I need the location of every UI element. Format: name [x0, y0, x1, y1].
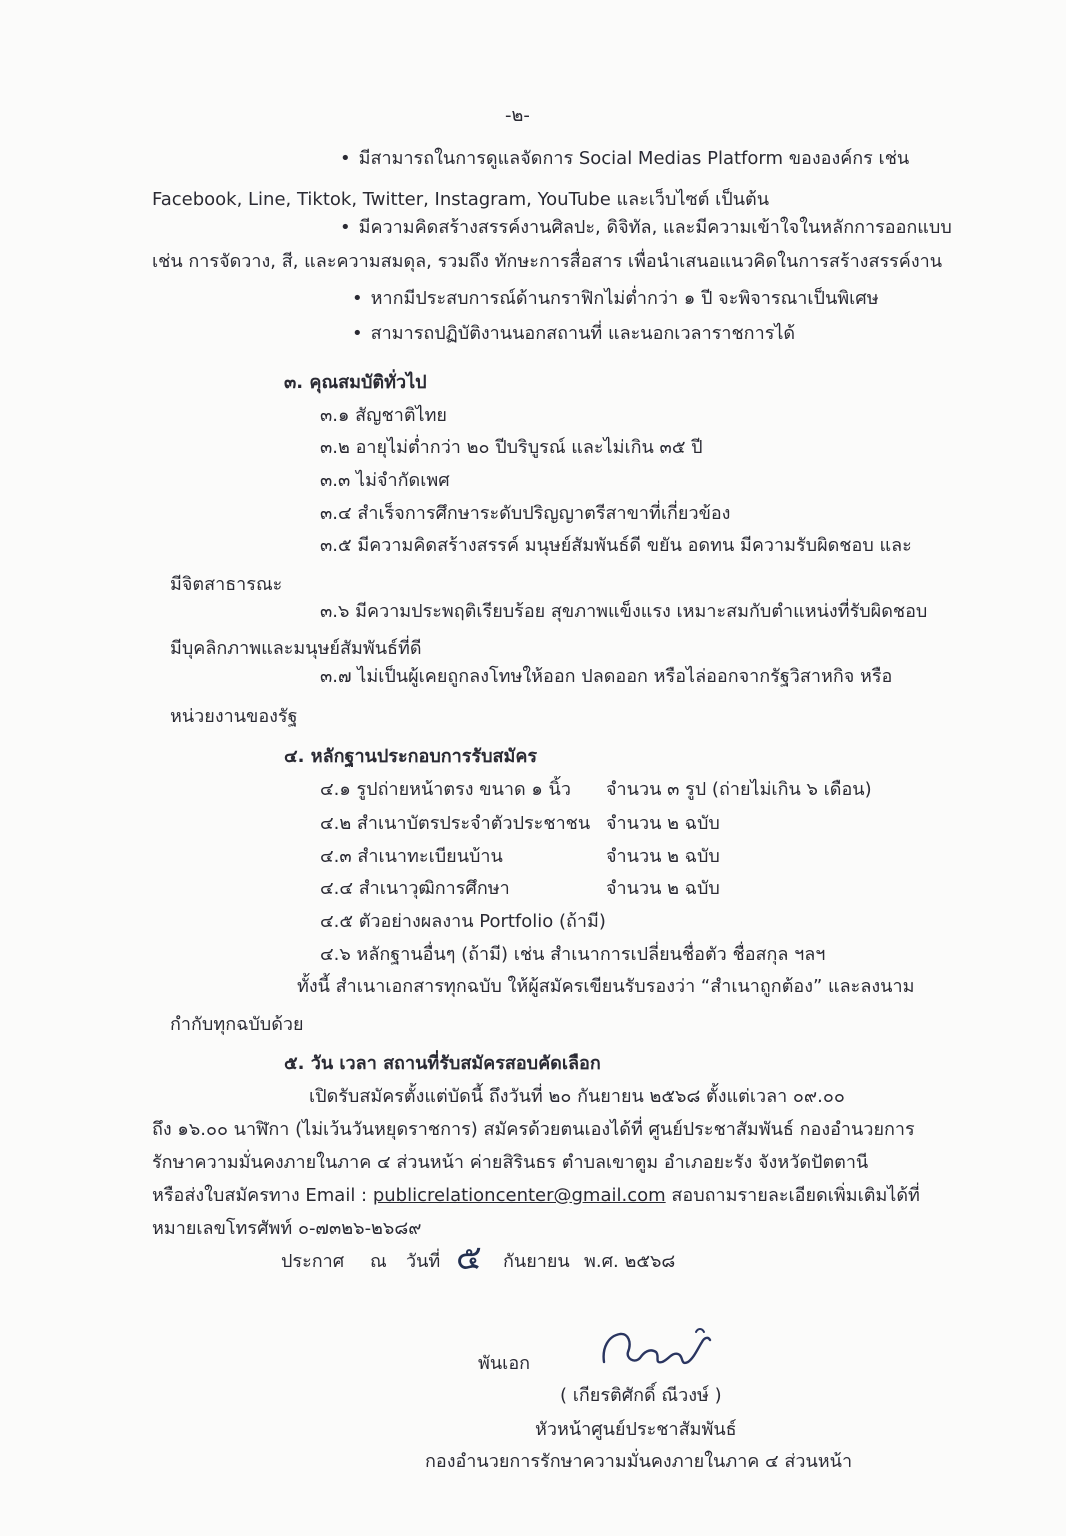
s5-line-4: [152, 1184, 920, 1208]
doc-4-3-qty: จำนวน ๒ ฉบับ: [606, 846, 720, 867]
bullet-1-text: • มีสามารถในการดูแลจัดการ Social Medias Platform ขององค์กร เช่น: [340, 147, 909, 171]
item-3-1: ๓.๑ สัญชาติไทย: [320, 405, 447, 426]
s5-line-3: รักษาความมั่นคงภายในภาค ๔ ส่วนหน้า ค่ายสิรินธร ตำบลเขาตูม อำเภอยะรัง จังหวัดปัตตานี: [152, 1152, 869, 1173]
announce-year: พ.ศ. ๒๕๖๘: [584, 1251, 676, 1272]
signer-org: กองอำนวยการรักษาความมั่นคงภายในภาค ๔ ส่วนหน้า: [425, 1451, 853, 1472]
doc-4-4-name: ๔.๔ สำเนาวุฒิการศึกษา: [320, 878, 510, 899]
bullet-3: [352, 287, 879, 311]
signer-name: ( เกียรติศักดิ์ ณีวงษ์ ): [560, 1385, 722, 1406]
item-4-6: ๔.๖ หลักฐานอื่นๆ (ถ้ามี) เช่น สำเนาการเปลี่ยนชื่อตัว ชื่อสกุล ฯลฯ: [320, 944, 826, 965]
doc-4-4-qty: จำนวน ๒ ฉบับ: [606, 878, 720, 899]
announce-day-handwritten: ๕: [456, 1238, 482, 1278]
doc-4-1-name: ๔.๑ รูปถ่ายหน้าตรง ขนาด ๑ นิ้ว: [320, 779, 571, 800]
doc-4-1-qty: จำนวน ๓ รูป (ถ่ายไม่เกิน ๖ เดือน): [606, 779, 872, 800]
item-4-5: ๔.๕ ตัวอย่างผลงาน Portfolio (ถ้ามี): [320, 911, 606, 932]
item-3-7-cont: หน่วยงานของรัฐ: [170, 706, 298, 727]
section-5-heading: ๕. วัน เวลา สถานที่รับสมัครสอบคัดเลือก: [284, 1053, 601, 1074]
s5-line-5: หมายเลขโทรศัพท์ ๐-๗๓๒๖-๒๖๘๙: [152, 1218, 422, 1239]
note-line-2: กำกับทุกฉบับด้วย: [170, 1014, 304, 1035]
doc-4-2-name: ๔.๒ สำเนาบัตรประจำตัวประชาชน: [320, 813, 591, 834]
bullet-2-line-2: เช่น การจัดวาง, สี, และความสมดุล, รวมถึง ทักษะการสื่อสาร เพื่อนำเสนอแนวคิดในการสร้างสรรค์งาน: [152, 251, 943, 272]
s5-line-2: ถึง ๑๖.๐๐ นาฬิกา (ไม่เว้นวันหยุดราชการ) สมัครด้วยตนเองได้ที่ ศูนย์ประชาสัมพันธ์ กองอำนวยการ: [152, 1119, 915, 1140]
bullet-4: [352, 322, 795, 346]
email-link[interactable]: publicrelationcenter@gmail.com: [372, 1185, 666, 1206]
bullet-4-text: • สามารถปฏิบัติงานนอกสถานที่ และนอกเวลาราชการได้: [352, 323, 795, 344]
doc-4-2-qty: จำนวน ๒ ฉบับ: [606, 813, 720, 834]
signer-title: หัวหน้าศูนย์ประชาสัมพันธ์: [535, 1419, 737, 1440]
item-3-5: ๓.๕ มีความคิดสร้างสรรค์ มนุษย์สัมพันธ์ดี ขยัน อดทน มีความรับผิดชอบ และ: [320, 535, 912, 556]
s5-line-1: เปิดรับสมัครตั้งแต่บัดนี้ ถึงวันที่ ๒๐ กันยายน ๒๕๖๘ ตั้งแต่เวลา ๐๙.๐๐: [309, 1086, 845, 1107]
page-number: -๒-: [505, 105, 530, 126]
announce-month: กันยายน: [503, 1251, 570, 1272]
bullet-2-text: • มีความคิดสร้างสรรค์งานศิลปะ, ดิจิทัล, และมีความเข้าใจในหลักการออกแบบ: [340, 217, 952, 238]
doc-4-3-name: ๔.๓ สำเนาทะเบียนบ้าน: [320, 846, 503, 867]
bullet-1-line-1: [340, 147, 958, 171]
announce-label: ประกาศ: [281, 1251, 345, 1272]
email-suffix: สอบถามรายละเอียดเพิ่มเติมได้ที่: [671, 1185, 920, 1206]
item-3-4: ๓.๔ สำเร็จการศึกษาระดับปริญญาตรีสาขาที่เกี่ยวข้อง: [320, 503, 731, 524]
item-3-6-cont: มีบุคลิกภาพและมนุษย์สัมพันธ์ที่ดี: [170, 638, 422, 659]
bullet-2-line-1: [340, 216, 952, 240]
item-3-2: ๓.๒ อายุไม่ต่ำกว่า ๒๐ ปีบริบูรณ์ และไม่เกิน ๓๕ ปี: [320, 437, 703, 458]
signature-image: [598, 1318, 718, 1374]
announce-at: ณ: [370, 1251, 387, 1272]
item-3-6: ๓.๖ มีความประพฤติเรียบร้อย สุขภาพแข็งแรง เหมาะสมกับตำแหน่งที่รับผิดชอบ: [320, 601, 928, 622]
section-3-heading: ๓. คุณสมบัติทั่วไป: [284, 372, 427, 393]
section-4-heading: ๔. หลักฐานประกอบการรับสมัคร: [284, 746, 538, 767]
announce-day-label: วันที่: [406, 1251, 441, 1272]
bullet-1-line-2: Facebook, Line, Tiktok, Twitter, Instagram, YouTube และเว็บไซต์ เป็นต้น: [152, 189, 770, 210]
email-prefix: หรือส่งใบสมัครทาง Email :: [152, 1185, 368, 1206]
item-3-5-cont: มีจิตสาธารณะ: [170, 574, 283, 595]
bullet-3-text: • หากมีประสบการณ์ด้านกราฟิกไม่ต่ำกว่า ๑ ปี จะพิจารณาเป็นพิเศษ: [352, 288, 879, 309]
item-3-7: ๓.๗ ไม่เป็นผู้เคยถูกลงโทษให้ออก ปลดออก หรือไล่ออกจากรัฐวิสาหกิจ หรือ: [320, 666, 893, 687]
note-line-1: ทั้งนี้ สำเนาเอกสารทุกฉบับ ให้ผู้สมัครเขียนรับรองว่า “สำเนาถูกต้อง” และลงนาม: [297, 976, 915, 997]
signer-rank: พันเอก: [478, 1353, 531, 1374]
signature-stroke: [598, 1318, 718, 1374]
item-3-3: ๓.๓ ไม่จำกัดเพศ: [320, 470, 450, 491]
